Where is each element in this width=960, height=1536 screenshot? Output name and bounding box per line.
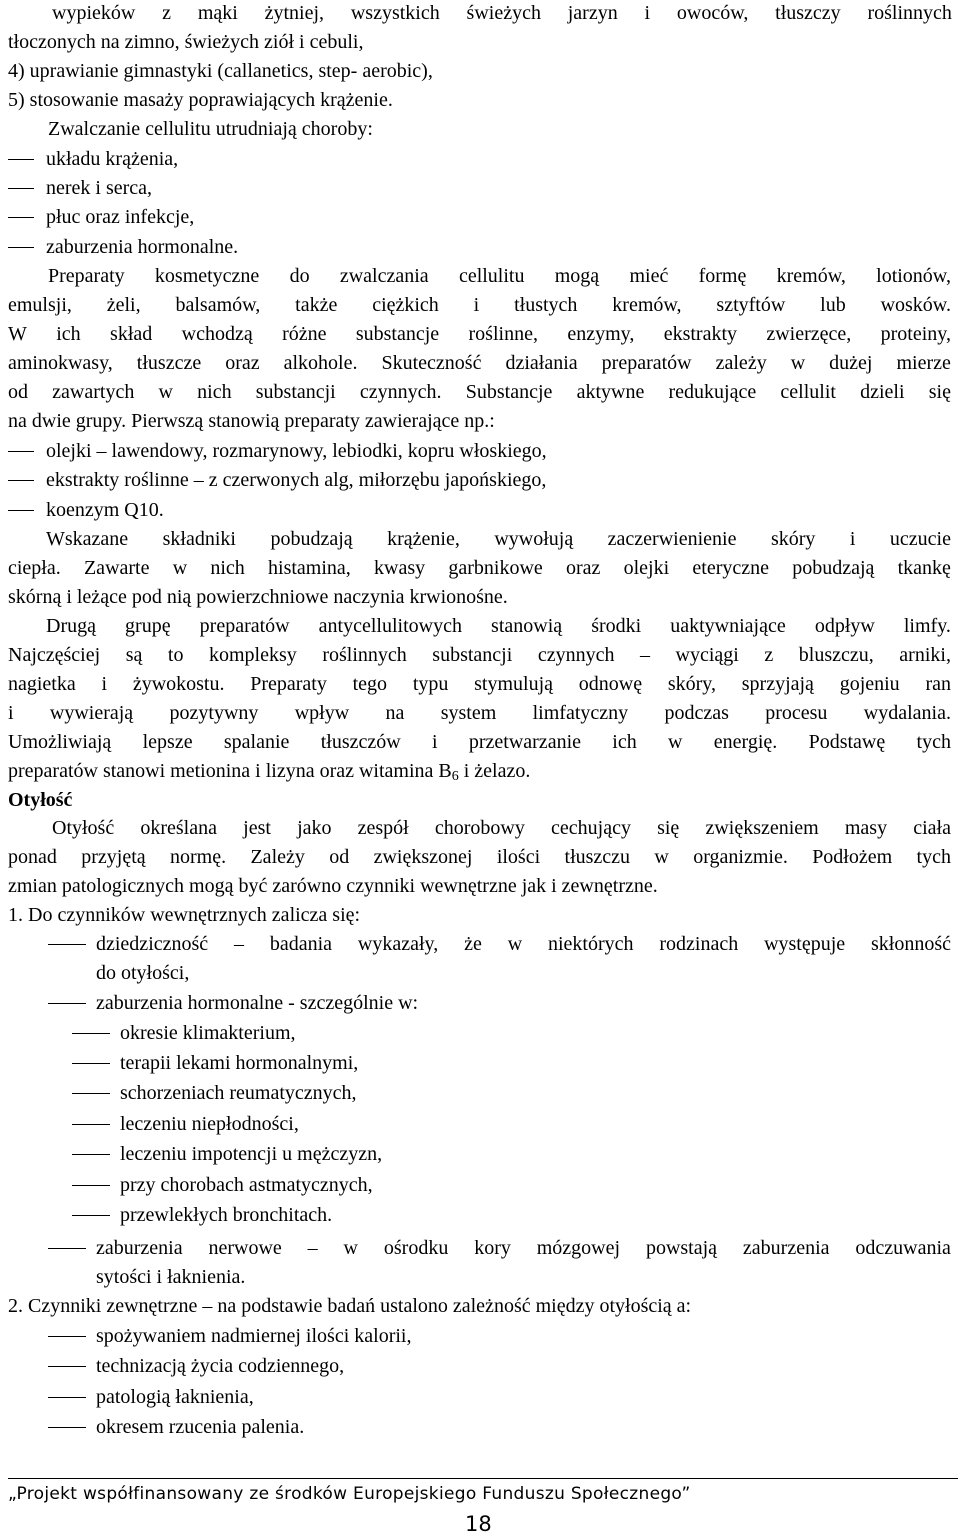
footer-note: „Projekt współfinansowany ze środków Europejskiego Funduszu Społecznego” [8, 1484, 691, 1504]
text-line: patologią łaknienia, [96, 1386, 254, 1408]
text-line: ekstrakty roślinne – z czerwonych alg, miłorzębu japońskiego, [46, 469, 547, 491]
text-line: przy chorobach astmatycznych, [120, 1174, 373, 1196]
text-line: Drugą grupę preparatów antycellulitowych stanowią środki uaktywniające odpływ limfy. [46, 615, 951, 637]
text-line: aminokwasy, tłuszcze oraz alkohole. Skuteczność działania preparatów zależy w dużej mierze [8, 352, 951, 374]
text-line: koenzym Q10. [46, 499, 164, 521]
list-dash-bullet [72, 1154, 110, 1155]
text-line: na dwie grupy. Pierwszą stanowią preparaty zawierające np.: [8, 410, 495, 432]
text-line: leczeniu impotencji u mężczyzn, [120, 1143, 383, 1165]
text-line: Zwalczanie cellulitu utrudniają choroby: [48, 118, 373, 140]
text-line: układu krążenia, [46, 148, 179, 170]
text-line: tłoczonych na zimno, świeżych ziół i cebuli, [8, 31, 364, 53]
text-line: nagietka i żywokostu. Preparaty tego typu stymulują odnowę skóry, sprzyjają gojeniu ran [8, 673, 951, 695]
text-line: W ich skład wchodzą różne substancje roślinne, enzymy, ekstrakty zwierzęce, proteiny, [8, 323, 951, 345]
list-dash-bullet [8, 247, 34, 248]
list-dash-bullet [72, 1093, 110, 1094]
text-line: preparatów stanowi metionina i lizyna oraz witamina $B_6$ i żelazo. [8, 760, 531, 784]
list-dash-bullet [72, 1215, 110, 1216]
text-line: zaburzenia hormonalne - szczególnie w: [96, 992, 419, 1014]
text-line: zmian patologicznych mogą być zarówno czynniki wewnętrzne jak i zewnętrzne. [8, 875, 658, 897]
list-dash-bullet [8, 510, 34, 511]
text-line: do otyłości, [96, 962, 190, 984]
text-line: zaburzenia nerwowe – w ośrodku kory mózgowej powstają zaburzenia odczuwania [96, 1237, 951, 1259]
text-line: przewlekłych bronchitach. [120, 1204, 333, 1226]
text-line: Preparaty kosmetyczne do zwalczania cellulitu mogą mieć formę kremów, lotionów, [48, 265, 951, 287]
text-line: leczeniu niepłodności, [120, 1113, 299, 1135]
list-dash-bullet [48, 1003, 86, 1004]
text-line: płuc oraz infekcje, [46, 206, 195, 228]
footer-divider [8, 1478, 958, 1479]
list-dash-bullet [48, 944, 86, 945]
vitamin-subscript: 6 [451, 769, 459, 784]
list-dash-bullet [72, 1063, 110, 1064]
text-line: i wywierają pozytywny wpływ na system limfatyczny podczas procesu wydalania. [8, 702, 951, 724]
text-line: Otyłość określana jest jako zespół chorobowy cechujący się zwiększeniem masy ciała [52, 817, 951, 839]
list-dash-bullet [72, 1124, 110, 1125]
list-dash-bullet [8, 480, 34, 481]
list-dash-bullet [48, 1248, 86, 1249]
page-number: 18 [465, 1512, 492, 1536]
text-line: 2. Czynniki zewnętrzne – na podstawie badań ustalono zależność między otyłością a: [8, 1295, 692, 1317]
text-line: sytości i łaknienia. [96, 1266, 246, 1288]
text-line: spożywaniem nadmiernej ilości kalorii, [96, 1325, 412, 1347]
list-dash-bullet [72, 1033, 110, 1034]
text-line: 1. Do czynników wewnętrznych zalicza się: [8, 904, 361, 926]
text-line: Umożliwiają lepsze spalanie tłuszczów i przetwarzanie ich w energię. Podstawę tych [8, 731, 951, 753]
text-line: zaburzenia hormonalne. [46, 236, 239, 258]
text-line: skórną i leżące pod nią powierzchniowe naczynia krwionośne. [8, 586, 508, 608]
text-line: 4) uprawianie gimnastyki (callanetics, step- aerobic), [8, 60, 433, 82]
list-dash-bullet [48, 1336, 86, 1337]
text-line: od zawartych w nich substancji czynnych. Substancje aktywne redukujące cellulit dzieli się [8, 381, 951, 403]
list-dash-bullet [72, 1185, 110, 1186]
section-heading: Otyłość [8, 789, 73, 811]
text-line: dziedziczność – badania wykazały, że w niektórych rodzinach występuje skłonność [96, 933, 951, 955]
text-line: emulsji, żeli, balsamów, także ciężkich i tłustych kremów, sztyftów lub wosków. [8, 294, 951, 316]
list-dash-bullet [8, 451, 34, 452]
text-line: schorzeniach reumatycznych, [120, 1082, 357, 1104]
text-line: ciepła. Zawarte w nich histamina, kwasy garbnikowe oraz olejki eteryczne pobudzają tkankę [8, 557, 951, 579]
text-line: Wskazane składniki pobudzają krążenie, wywołują zaczerwienienie skóry i uczucie [46, 528, 951, 550]
text-line: nerek i serca, [46, 177, 153, 199]
list-dash-bullet [48, 1397, 86, 1398]
text-line: Najczęściej są to kompleksy roślinnych substancji czynnych – wyciągi z bluszczu, arniki, [8, 644, 951, 666]
text-line: olejki – lawendowy, rozmarynowy, lebiodki, kopru włoskiego, [46, 440, 547, 462]
list-dash-bullet [48, 1427, 86, 1428]
text-line: wypieków z mąki żytniej, wszystkich świeżych jarzyn i owoców, tłuszczy roślinnych [52, 2, 952, 24]
list-dash-bullet [8, 217, 34, 218]
text-line: okresie klimakterium, [120, 1022, 296, 1044]
list-dash-bullet [8, 159, 34, 160]
list-dash-bullet [48, 1366, 86, 1367]
text-line: 5) stosowanie masaży poprawiających krążenie. [8, 89, 393, 111]
text-line: okresem rzucenia palenia. [96, 1416, 305, 1438]
text-line: technizacją życia codziennego, [96, 1355, 345, 1377]
list-dash-bullet [8, 188, 34, 189]
text-line: terapii lekami hormonalnymi, [120, 1052, 359, 1074]
text-line: ponad przyjętą normę. Zależy od zwiększonej ilości tłuszczu w organizmie. Podłożem tych [8, 846, 951, 868]
